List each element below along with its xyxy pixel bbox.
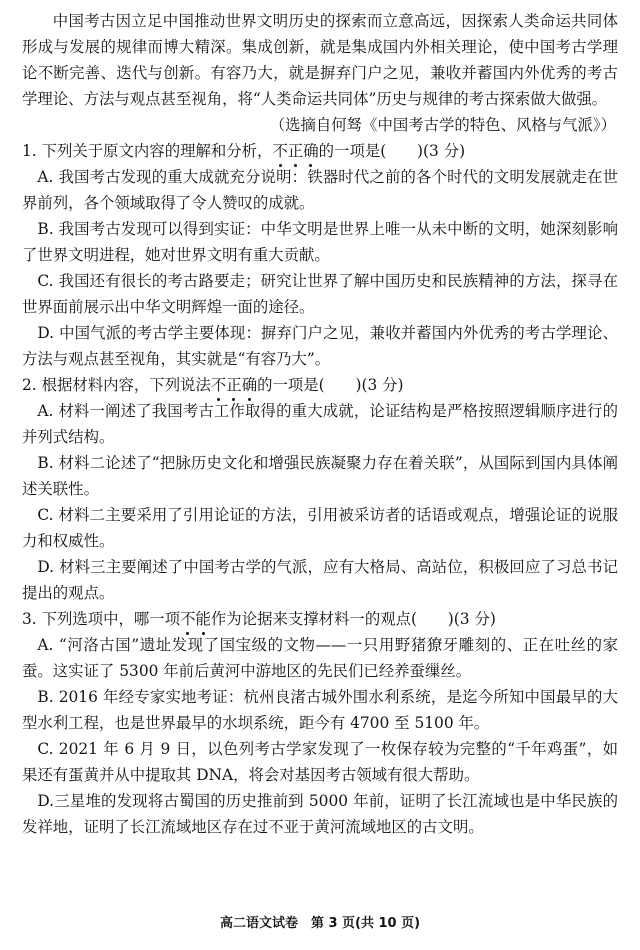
emphasis-char: 正: [226, 372, 241, 398]
question-stem: 2. 根据材料内容，下列说法不正确的一项是( )(3 分): [22, 372, 618, 398]
option-c: C. 我国还有很长的考古路要走；研究让世界了解中国历史和民族精神的方法，探寻在世界面前展示出中华文明辉煌一面的途径。: [22, 272, 618, 316]
option-b: B. 材料二论述了“把脉历史文化和增强民族凝聚力存在着关联”，从国际到国内具体阐述关联性。: [22, 454, 618, 498]
option-a: A. 材料一阐述了我国考古工作取得的重大成就，论证结构是严格按照逻辑顺序进行的并列式结构。: [22, 402, 618, 446]
emphasis-char: 确: [303, 138, 318, 164]
option-c: C. 材料二主要采用了引用论证的方法，引用被采访者的话语或观点，增强论证的说服力和权威性。: [22, 506, 618, 550]
emphasis-char: 不: [272, 138, 287, 164]
emphasis-char: 不: [211, 372, 226, 398]
question-2: [22, 372, 618, 606]
option-c: C. 2021 年 6 月 9 日，以色列考古学家发现了一枚保存较为完整的“千年鸡蛋”，如果还有蛋黄并从中提取其 DNA，将会对基因考古领域有很大帮助。: [22, 740, 618, 784]
question-stem: 3. 下列选项中，哪一项不能作为论据来支撑材料一的观点( )(3 分): [22, 606, 618, 632]
option-b: B. 我国考古发现可以得到实证：中华文明是世界上唯一从未中断的文明，她深刻影响了世界文明进程，她对世界文明有重大贡献。: [22, 220, 618, 264]
question-stem: 1. 下列关于原文内容的理解和分析，不正确的一项是( )(3 分): [22, 138, 618, 164]
emphasis-char: 确: [242, 372, 257, 398]
option-d: D. 中国气派的考古学主要体现：摒弃门户之见，兼收并蓄国内外优秀的考古学理论、方法与观点甚至视角，其实就是“有容乃大”。: [22, 324, 618, 368]
question-1: [22, 138, 618, 372]
option-a: A. 我国考古发现的重大成就充分说明：铁器时代之前的各个时代的文明发展就走在世界前列，各个领域取得了令人赞叹的成就。: [22, 168, 618, 212]
option-d: D. 材料三主要阐述了中国考古学的气派，应有大格局、高站位，积极回应了习总书记提出的观点。: [22, 558, 618, 602]
passage-paragraph: 中国考古因立足中国推动世界文明历史的探索而立意高远，因探索人类命运共同体形成与发展的规律而博大精深。集成创新，就是集成国内外相关理论，使中国考古学理论不断完善、迭代与创新。有容乃大，就是摒弃门户之见，兼收并蓄国内外优秀的考古学理论、方法与观点甚至视角，将“人类命运共同体”历史与规律的考古探索做大做强。: [22, 12, 618, 108]
passage-source: （选摘自何驽《中国考古学的特色、风格与气派》）: [269, 116, 616, 134]
page-footer: 高二语文试卷 第 3 页(共 10 页): [219, 916, 421, 931]
emphasis-char: 能: [196, 606, 211, 632]
emphasis-char: 正: [288, 138, 303, 164]
option-b: B. 2016 年经专家实地考证：杭州良渚古城外围水利系统，是迄今所知中国最早的大型水利工程，也是世界最早的水坝系统，距今有 4700 至 5100 年。: [22, 688, 618, 732]
emphasis-char: 不: [180, 606, 195, 632]
option-a: A. “河洛古国”遗址发现了国宝级的文物——一只用野猪獠牙雕刻的、正在吐丝的家蚕。这实证了 5300 年前后黄河中游地区的先民们已经养蚕缫丝。: [22, 636, 618, 680]
question-3: [22, 606, 618, 840]
option-d: D.三星堆的发现将古蜀国的历史推前到 5000 年前，证明了长江流域也是中华民族的发祥地，证明了长江流域地区存在过不亚于黄河流域地区的古文明。: [22, 792, 618, 836]
